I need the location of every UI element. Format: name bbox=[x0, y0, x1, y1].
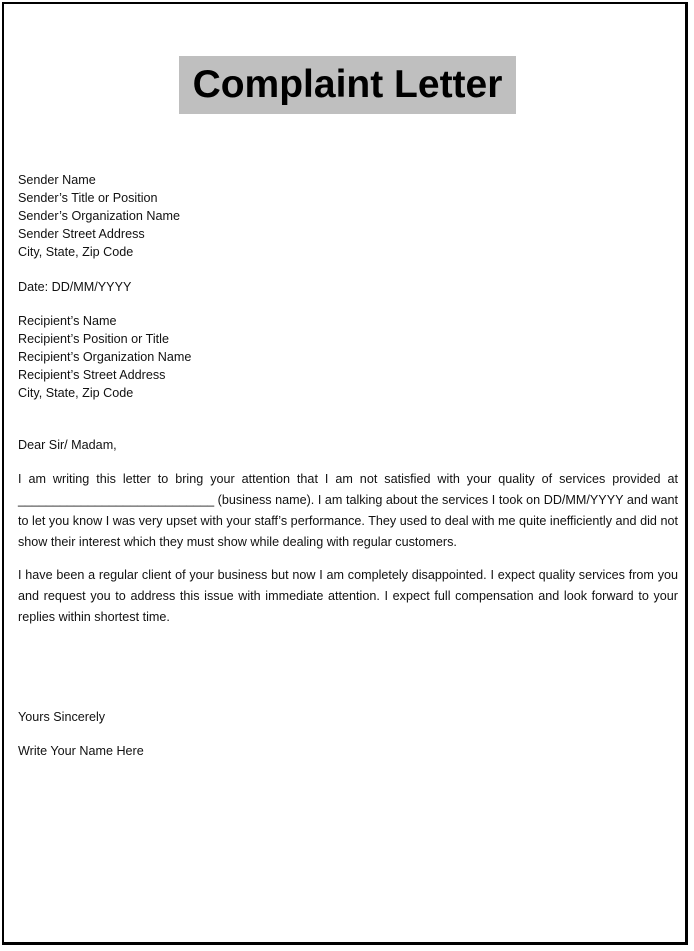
body-paragraph-2: I have been a regular client of your business but now I am completely disappointed. I expect quality services from you and request you to address this issue with immediate attention. I expect full compensation and look forward to your replies within shortest time. bbox=[18, 568, 678, 624]
date-line: Date: DD/MM/YYYY bbox=[18, 280, 132, 294]
sender-organization: Sender’s Organization Name bbox=[18, 209, 180, 223]
recipient-street-address: Recipient’s Street Address bbox=[18, 368, 166, 382]
recipient-name: Recipient’s Name bbox=[18, 314, 117, 328]
closing: Yours Sincerely bbox=[18, 710, 106, 724]
page-title: Complaint Letter bbox=[179, 56, 516, 114]
sender-name: Sender Name bbox=[18, 173, 96, 187]
sender-title: Sender’s Title or Position bbox=[18, 191, 158, 205]
signature-placeholder: Write Your Name Here bbox=[18, 744, 144, 758]
recipient-address-block bbox=[18, 312, 191, 402]
sender-street-address: Sender Street Address bbox=[18, 227, 145, 241]
body-paragraph-1: I am writing this letter to bring your attention that I am not satisfied with your quality of services provided at ____________________________ (business name). I am talking about the services I took on DD/MM/YYYY and want to let you know I was very upset with your staff’s performance. They used to deal with me quite inefficiently and did not show their interest which they must show while dealing with regular customers. bbox=[18, 472, 678, 549]
sender-city-state-zip: City, State, Zip Code bbox=[18, 245, 134, 259]
sender-address-block bbox=[18, 171, 180, 261]
recipient-organization: Recipient’s Organization Name bbox=[18, 350, 192, 364]
salutation: Dear Sir/ Madam, bbox=[18, 438, 117, 452]
recipient-city-state-zip: City, State, Zip Code bbox=[18, 386, 134, 400]
recipient-position: Recipient’s Position or Title bbox=[18, 332, 169, 346]
